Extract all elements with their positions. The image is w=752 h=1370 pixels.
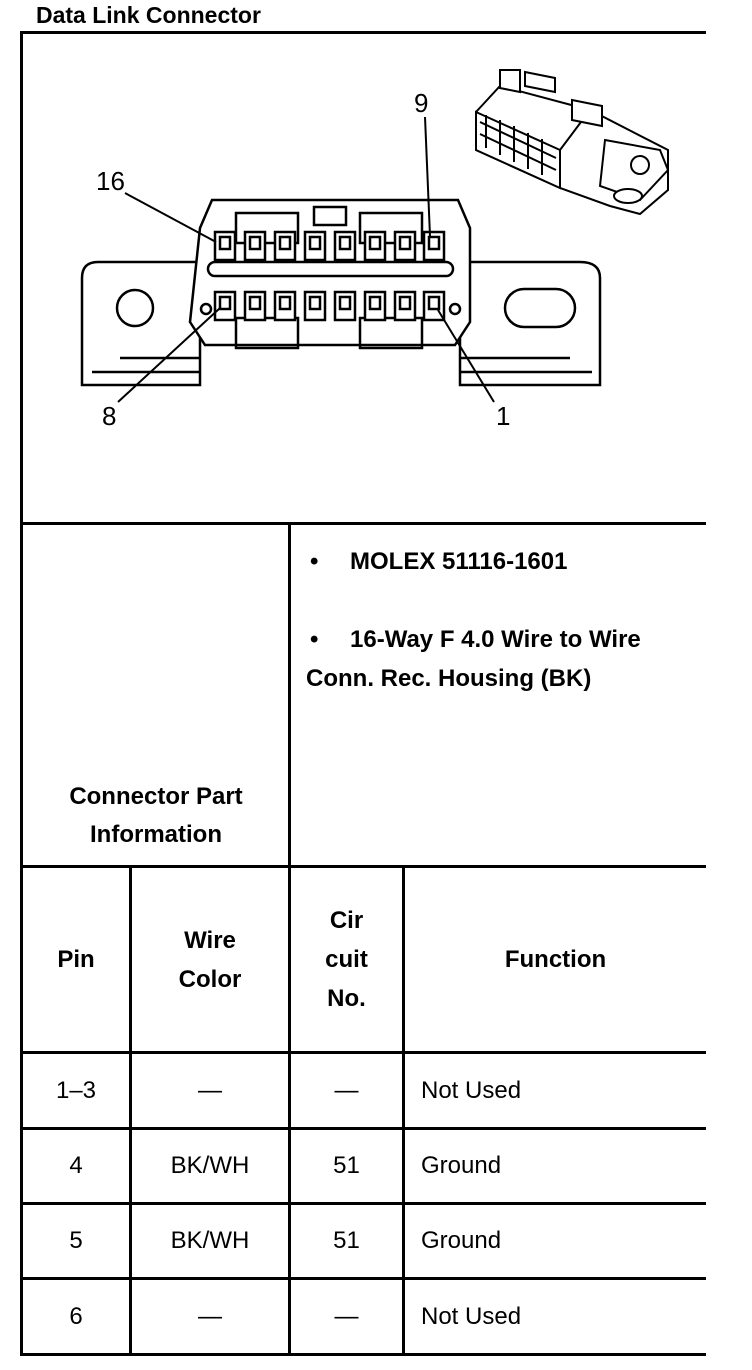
part-number: MOLEX 51116-1601 — [350, 548, 568, 575]
table-cell-circuit: 51 — [333, 1227, 360, 1254]
table-cell-wire-color: BK/WH — [170, 1152, 250, 1179]
connector-diagram — [23, 34, 706, 524]
column-header-function: Function — [504, 946, 607, 973]
connector-isometric-view — [476, 70, 668, 214]
mounting-slot — [505, 289, 575, 327]
column-header-circuit: Cir cuit No. — [325, 907, 368, 1012]
pin-label-9: 9 — [414, 88, 429, 118]
connector-housing — [190, 200, 470, 345]
page-title: Data Link Connector — [36, 2, 261, 28]
part-info-list — [306, 542, 696, 737]
part-info-label: Connector Part Information — [69, 783, 243, 848]
pin-label-8: 8 — [102, 401, 117, 431]
bullet: • — [310, 626, 319, 653]
leader-line-8 — [118, 308, 220, 402]
left-mounting-tab — [82, 262, 200, 385]
table-cell-function: Not Used — [421, 1302, 522, 1330]
part-description: 16-Way F 4.0 Wire to Wire Conn. Rec. Housing (BK) — [306, 626, 648, 692]
table-cell-wire-color: BK/WH — [170, 1227, 250, 1254]
table-cell-pin: 4 — [69, 1152, 83, 1179]
table-cell-pin: 6 — [69, 1302, 83, 1330]
table-cell-circuit: — — [334, 1076, 359, 1104]
pin-label-16: 16 — [96, 166, 125, 196]
table-cell-function: Ground — [421, 1152, 502, 1179]
table-cell-function: Ground — [421, 1227, 502, 1254]
table-cell-pin: 1–3 — [55, 1076, 97, 1104]
table-cell-pin: 5 — [69, 1227, 83, 1254]
table-cell-wire-color: — — [198, 1076, 222, 1104]
table-cell-function: Not Used — [421, 1076, 522, 1104]
bullet: • — [310, 548, 319, 575]
table-cell-circuit: 51 — [333, 1152, 360, 1179]
table-cell-wire-color: — — [198, 1302, 222, 1330]
pin-label-1: 1 — [496, 401, 511, 431]
mounting-hole — [117, 290, 153, 326]
table-cell-circuit: — — [334, 1302, 359, 1330]
column-header-pin: Pin — [57, 946, 95, 973]
column-header-wire-color: Wire Color — [178, 926, 242, 993]
leader-line-16 — [125, 193, 216, 242]
right-mounting-tab — [460, 262, 600, 385]
part-info-item — [306, 542, 696, 581]
part-info-item — [306, 620, 696, 698]
